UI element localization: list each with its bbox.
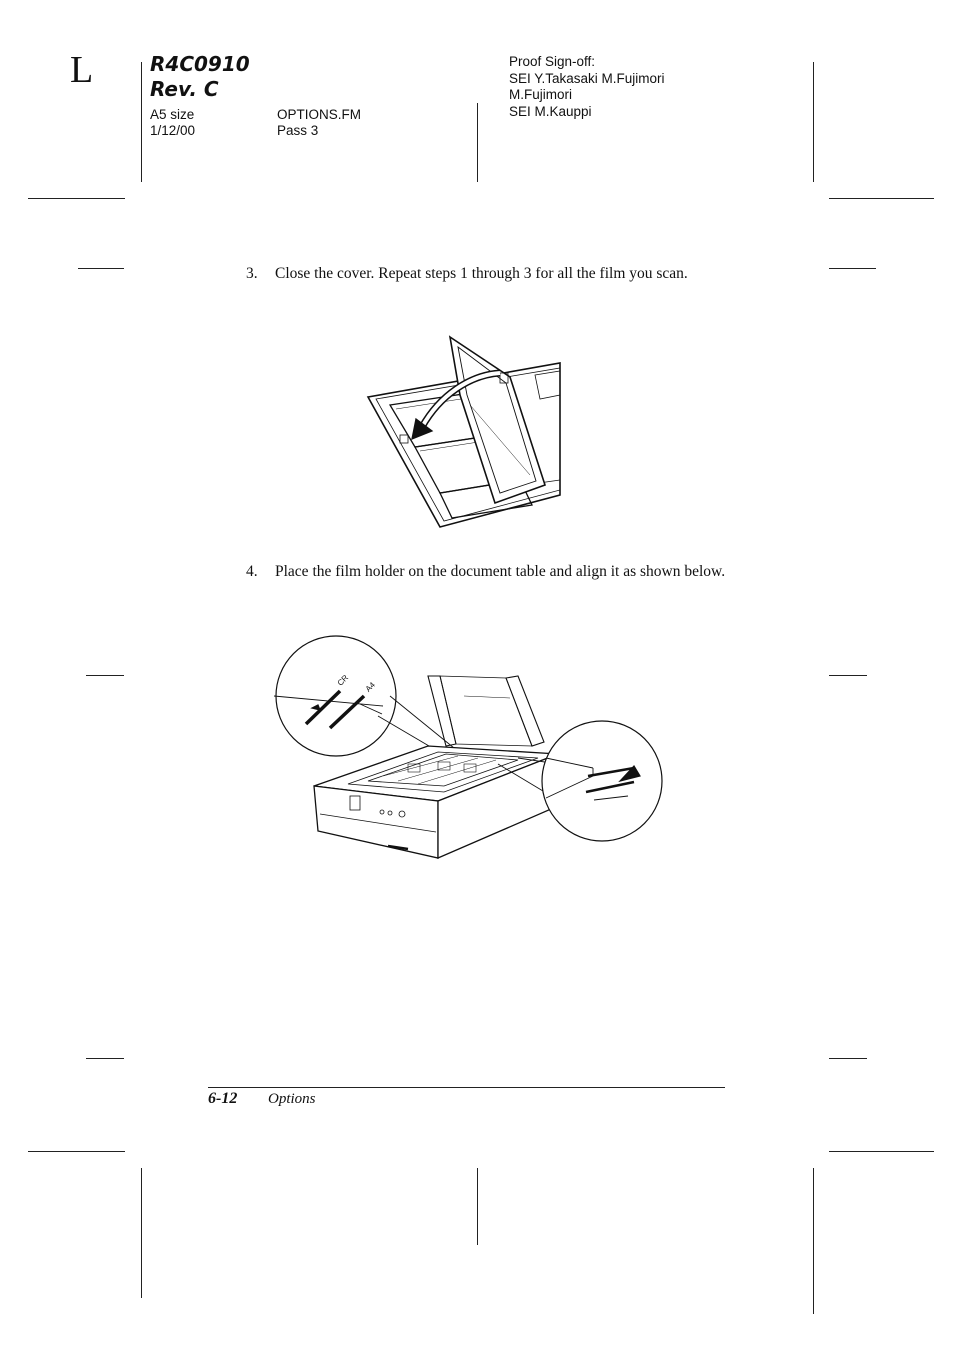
filename: OPTIONS.FM (277, 107, 361, 122)
margin-mark-right-2 (829, 675, 867, 676)
scanner-alignment-illustration (268, 636, 668, 861)
paper-size: A5 size (150, 107, 195, 122)
proof-line-1: SEI Y.Takasaki M.Fujimori (509, 70, 665, 86)
bottom-rule-left (141, 1168, 142, 1298)
crop-mark-top-right (829, 198, 934, 199)
film-holder-cover-illustration (360, 335, 560, 530)
margin-mark-left-2 (86, 675, 124, 676)
step-number: 4. (246, 563, 258, 580)
proof-title: Proof Sign-off: (509, 54, 596, 69)
revision: Rev. C (150, 77, 219, 101)
step-text: Place the film holder on the document table and align it as shown below. (275, 563, 726, 580)
crop-mark-top-left (28, 198, 125, 199)
margin-mark-left-3 (86, 1058, 124, 1059)
step-text: Close the cover. Repeat steps 1 through 3 for all the film you scan. (275, 265, 688, 282)
bottom-rule-right (813, 1168, 814, 1314)
proof-signoff (509, 54, 665, 120)
step-number: 3. (246, 265, 258, 282)
page-number: 6-12 (208, 1090, 238, 1107)
crop-mark-bottom-left (28, 1151, 125, 1152)
proof-line-2: M.Fujimori (509, 87, 572, 102)
proof-line-3: SEI M.Kauppi (509, 103, 592, 119)
pass: Pass 3 (277, 123, 319, 138)
margin-mark-right-1 (829, 268, 876, 269)
model-block (150, 52, 250, 102)
header-rule-left (141, 62, 142, 182)
margin-mark-right-3 (829, 1058, 867, 1059)
bottom-rule-middle (477, 1168, 478, 1245)
model-code: R4C0910 (150, 52, 250, 76)
callout-label-a4: A4 (363, 680, 377, 694)
header-rule-right (813, 62, 814, 182)
footer-section-title: Options (268, 1091, 316, 1107)
header-rule-middle (477, 103, 478, 182)
margin-mark-left-1 (78, 268, 124, 269)
footer-rule (208, 1087, 725, 1088)
section-letter: L (70, 49, 94, 91)
callout-label-cr: CR (335, 673, 351, 688)
date: 1/12/00 (150, 123, 196, 138)
crop-mark-bottom-right (829, 1151, 934, 1152)
